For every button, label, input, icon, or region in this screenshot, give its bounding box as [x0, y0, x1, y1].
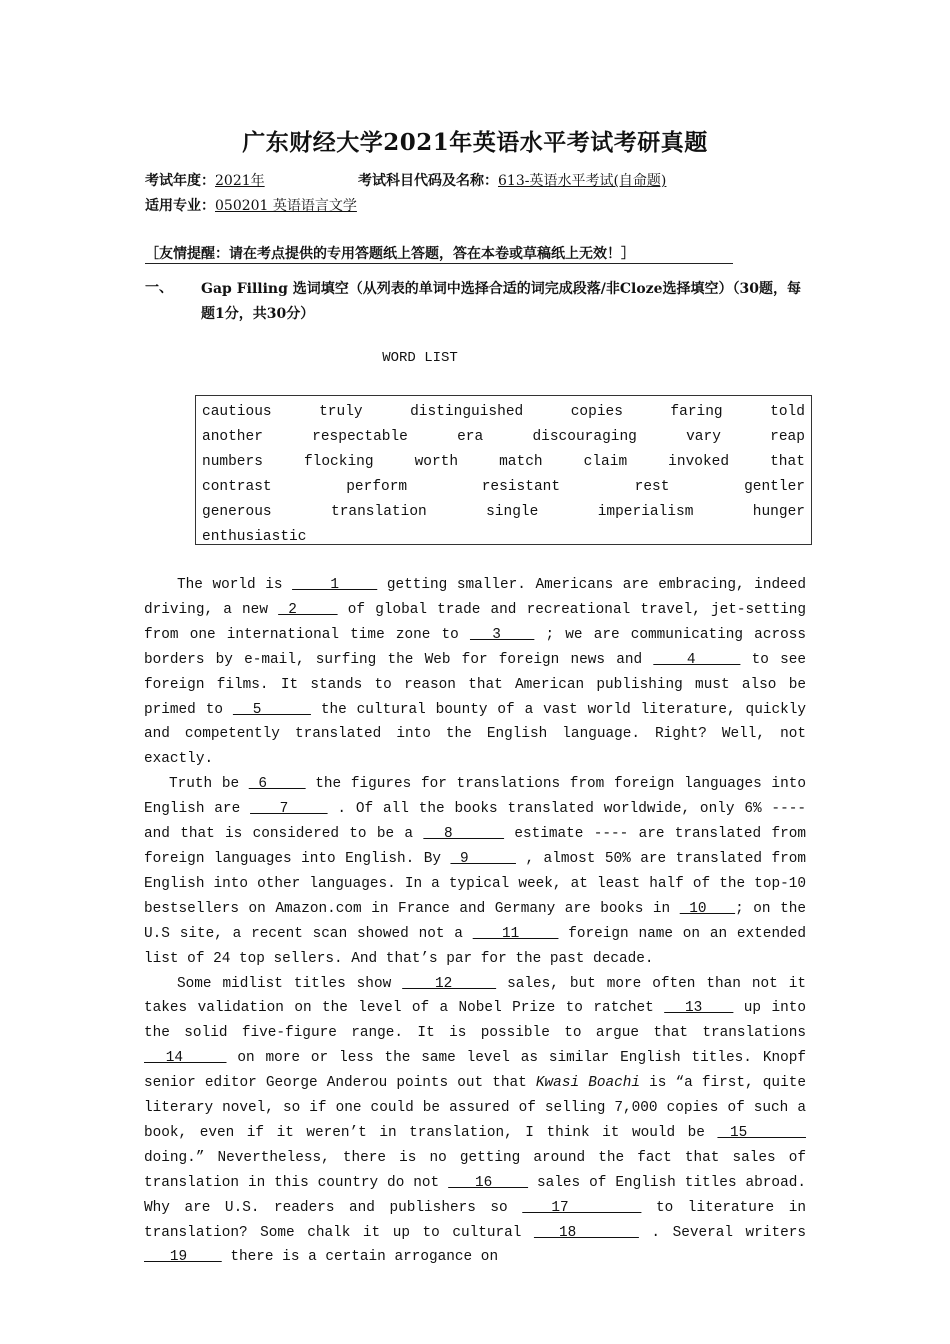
passage-text: ; on the U.S site, a recent scan showed not a	[144, 900, 806, 942]
passage-text: The world is	[177, 577, 293, 593]
word-list-item: another	[202, 429, 263, 445]
word-list-item: truly	[319, 404, 363, 420]
blank-17: 17	[522, 1199, 642, 1216]
word-list-row	[202, 525, 805, 550]
blank-15: 15	[717, 1124, 806, 1141]
word-list-item: contrast	[202, 479, 272, 495]
blank-9: 9	[450, 850, 516, 867]
word-list-item: hunger	[752, 504, 805, 520]
passage-text: . Of all the books translated worldwide, only 6% ---- and that is considered to be a	[144, 801, 806, 843]
blank-16: 16	[448, 1174, 529, 1191]
word-list-row	[202, 450, 805, 475]
notice-underline	[145, 263, 733, 264]
blank-5: 5	[232, 701, 311, 718]
word-list-item: gentler	[744, 479, 805, 495]
passage-text: there is a certain arrogance on	[221, 1249, 499, 1266]
passage-paragraph-1	[144, 573, 806, 772]
exam-notice: ［友情提醒：请在考点提供的专用答题纸上答题，答在本卷或草稿纸上无效！］	[145, 246, 635, 262]
passage-text: Truth be	[169, 776, 249, 793]
passage-text: the cultural bounty of a vast world literature, quickly and competently translated into the English language. Right? Well, not exactly.	[144, 701, 807, 768]
word-list-item: rest	[634, 479, 670, 495]
blank-12: 12	[402, 975, 497, 992]
passage-paragraph-3	[144, 972, 806, 1271]
exam-major-label: 适用专业：	[145, 198, 215, 214]
passage-text: estimate ---- are translated from foreign languages into English. By	[144, 826, 806, 867]
blank-6: 6	[248, 776, 306, 793]
blank-18: 18	[533, 1224, 639, 1241]
exam-major-line	[145, 195, 357, 215]
word-list-item: match	[499, 454, 543, 470]
blank-1: 1	[292, 577, 378, 593]
word-list-item: resistant	[481, 479, 561, 495]
exam-year-value: 2021年	[215, 173, 265, 189]
word-list-item: single	[486, 504, 539, 520]
word-list-item: generous	[202, 504, 272, 520]
blank-4: 4	[653, 651, 741, 668]
passage-text: foreign name on an extended list of 24 top sellers. And that’s par for the past decade.	[144, 925, 806, 967]
word-list-row	[202, 475, 805, 500]
word-list-item: numbers	[202, 454, 263, 470]
word-list-item: that	[770, 454, 805, 470]
passage-text: doing.” Nevertheless, there is no getting around the fact that sales of translation in this country do not	[144, 1149, 806, 1191]
word-list-item: faring	[670, 404, 723, 420]
word-list-item: enthusiastic	[202, 529, 307, 545]
word-list-item: discouraging	[532, 429, 637, 445]
word-list-item: told	[770, 404, 805, 420]
word-list-item: worth	[414, 454, 459, 470]
section-heading: Gap Filling 选词填空（从列表的单词中选择合适的词完成段落/非Cloze选择填空）（30题，每题1分，共30分）	[201, 281, 801, 322]
page-title: 广东财经大学2021年英语水平考试考研真题	[242, 129, 708, 156]
blank-2: 2	[278, 601, 338, 618]
word-list-box	[195, 395, 812, 545]
exam-subject-value: 613-英语水平考试(自命题)	[498, 173, 667, 189]
word-list-item: era	[457, 429, 484, 445]
blank-11: 11	[472, 925, 559, 942]
word-list-item: claim	[583, 454, 628, 470]
blank-19: 19	[144, 1249, 222, 1266]
blank-7: 7	[250, 801, 328, 818]
exam-subject-label: 考试科目代码及名称：	[358, 173, 498, 189]
book-title: Kwasi Boachi	[535, 1075, 641, 1092]
word-list-item: imperialism	[597, 504, 694, 520]
passage-text: getting smaller. Americans are embracing, indeed driving, a new	[144, 577, 806, 618]
blank-8: 8	[423, 826, 505, 843]
word-list-title: WORD LIST	[382, 350, 458, 366]
passage-text: sales of English titles abroad. Why are U.S. readers and publishers so	[144, 1174, 806, 1216]
blank-10: 10	[679, 900, 736, 917]
word-list-row	[202, 425, 805, 450]
word-list-item: distinguished	[410, 404, 524, 420]
passage-text: of global trade and recreational travel, jet-setting from one international time zone to	[144, 601, 806, 643]
exam-year-label: 考试年度：	[145, 173, 215, 189]
blank-14: 14	[144, 1050, 227, 1067]
passage-text: sales, but more often than not it takes validation on the level of a Nobel Prize to ratchet	[144, 975, 806, 1017]
exam-year-line	[145, 170, 265, 190]
word-list-item: vary	[686, 429, 721, 445]
word-list-item: cautious	[202, 404, 272, 420]
passage-text: . Several writers	[638, 1224, 807, 1241]
passage-paragraph-2	[144, 772, 806, 971]
passage-text: up into the solid five-figure range. It is possible to argue that translations	[144, 1000, 806, 1042]
passage-text: to see foreign films. It stands to reason that American publishing must also be primed to	[144, 651, 806, 718]
blank-13: 13	[664, 1000, 734, 1017]
passage-text: ; we are communicating across borders by e-mail, surfing the Web for foreign news and	[144, 626, 806, 668]
section-number: 一、	[145, 280, 173, 296]
word-list-item: perform	[346, 479, 408, 495]
word-list-item: copies	[570, 404, 623, 420]
passage-text: is “a first, quite literary novel, so if one could be assured of selling 7,000 copies of such a book, even if it weren’t in translation, I think it would be	[144, 1075, 806, 1141]
word-list-row	[202, 400, 805, 425]
passage-text: , almost 50% are translated from English into other languages. In a typical week, at least half of the top-10 bestsellers on Amazon.com in France and Germany are books in	[144, 850, 806, 917]
word-list-item: invoked	[668, 454, 730, 470]
word-list-item: reap	[770, 429, 805, 445]
passage-text: the figures for translations from foreign languages into English are	[144, 776, 806, 818]
passage-text: Some midlist titles show	[177, 975, 403, 992]
word-list-row	[202, 500, 805, 525]
word-list-item: translation	[331, 504, 427, 520]
blank-3: 3	[469, 626, 535, 643]
passage-text: to literature in translation? Some chalk it up to cultural	[144, 1199, 806, 1241]
passage	[144, 573, 806, 1270]
passage-text: on more or less the same level as similar English titles. Knopf senior editor George Anderou points out that	[144, 1050, 806, 1092]
exam-major-value: 050201 英语语言文学	[215, 198, 357, 214]
exam-subject-line	[358, 170, 666, 190]
word-list-item: flocking	[303, 454, 374, 470]
word-list-item: respectable	[312, 429, 408, 445]
